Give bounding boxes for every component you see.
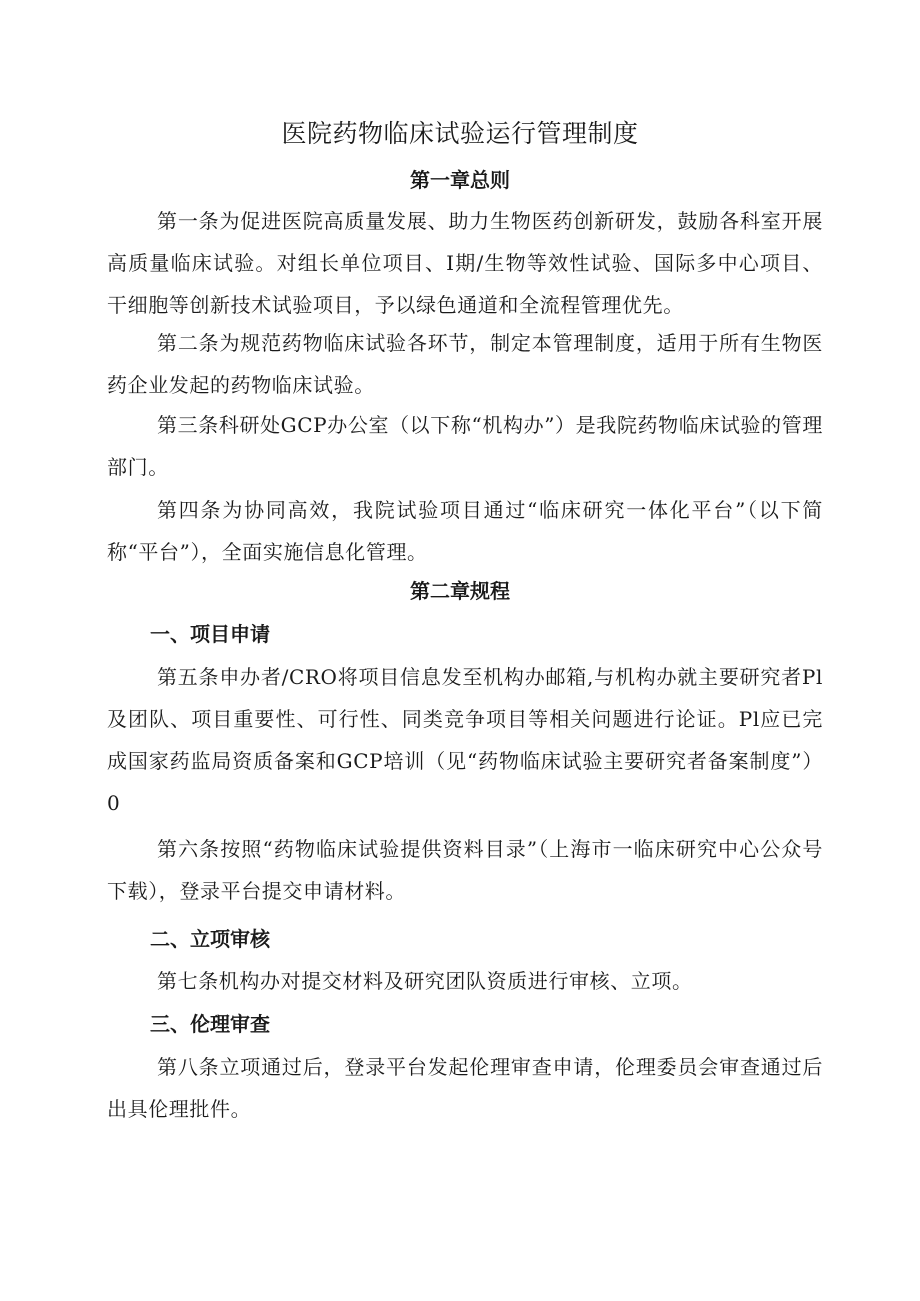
- article-3: 第三条科研处GCP办公室（以下称“机构办”）是我院药物临床试验的管理部门。: [107, 413, 823, 479]
- section-3-heading: 三、伦理审查: [150, 1012, 270, 1036]
- chapter-2-heading: 第二章规程: [410, 579, 510, 603]
- article-8: 第八条立项通过后，登录平台发起伦理审查申请，伦理委员会审查通过后出具伦理批件。: [107, 1055, 823, 1121]
- chapter-1-heading: 第一章总则: [410, 168, 510, 192]
- article-7: 第七条机构办对提交材料及研究团队资质进行审核、立项。: [157, 969, 693, 993]
- article-1: 第一条为促进医院高质量发展、助力生物医药创新研发，鼓励各科室开展高质量临床试验。对组长单位项目、I期/生物等效性试验、国际多中心项目、干细胞等创新技术试验项目，予以绿色通道和全流程管理优先。: [107, 209, 823, 317]
- article-4: 第四条为协同高效，我院试验项目通过“临床研究一体化平台”（以下简称“平台”），全面实施信息化管理。: [107, 498, 823, 564]
- article-5: 第五条申办者/CRO将项目信息发至机构办邮箱,与机构办就主要研究者Pl及团队、项目重要性、可行性、同类竞争项目等相关问题进行论证。Pl应已完成国家药监局资质备案和GCP培训（见“药物临床试验主要研究者备案制度”）0: [107, 665, 823, 815]
- article-2: 第二条为规范药物临床试验各环节，制定本管理制度，适用于所有生物医药企业发起的药物临床试验。: [107, 331, 823, 397]
- article-6: 第六条按照“药物临床试验提供资料目录”（上海市一临床研究中心公众号下载），登录平台提交申请材料。: [107, 837, 823, 903]
- section-1-heading: 一、项目申请: [150, 622, 270, 646]
- document-title: 医院药物临床试验运行管理制度: [281, 119, 639, 148]
- section-2-heading: 二、立项审核: [150, 927, 270, 951]
